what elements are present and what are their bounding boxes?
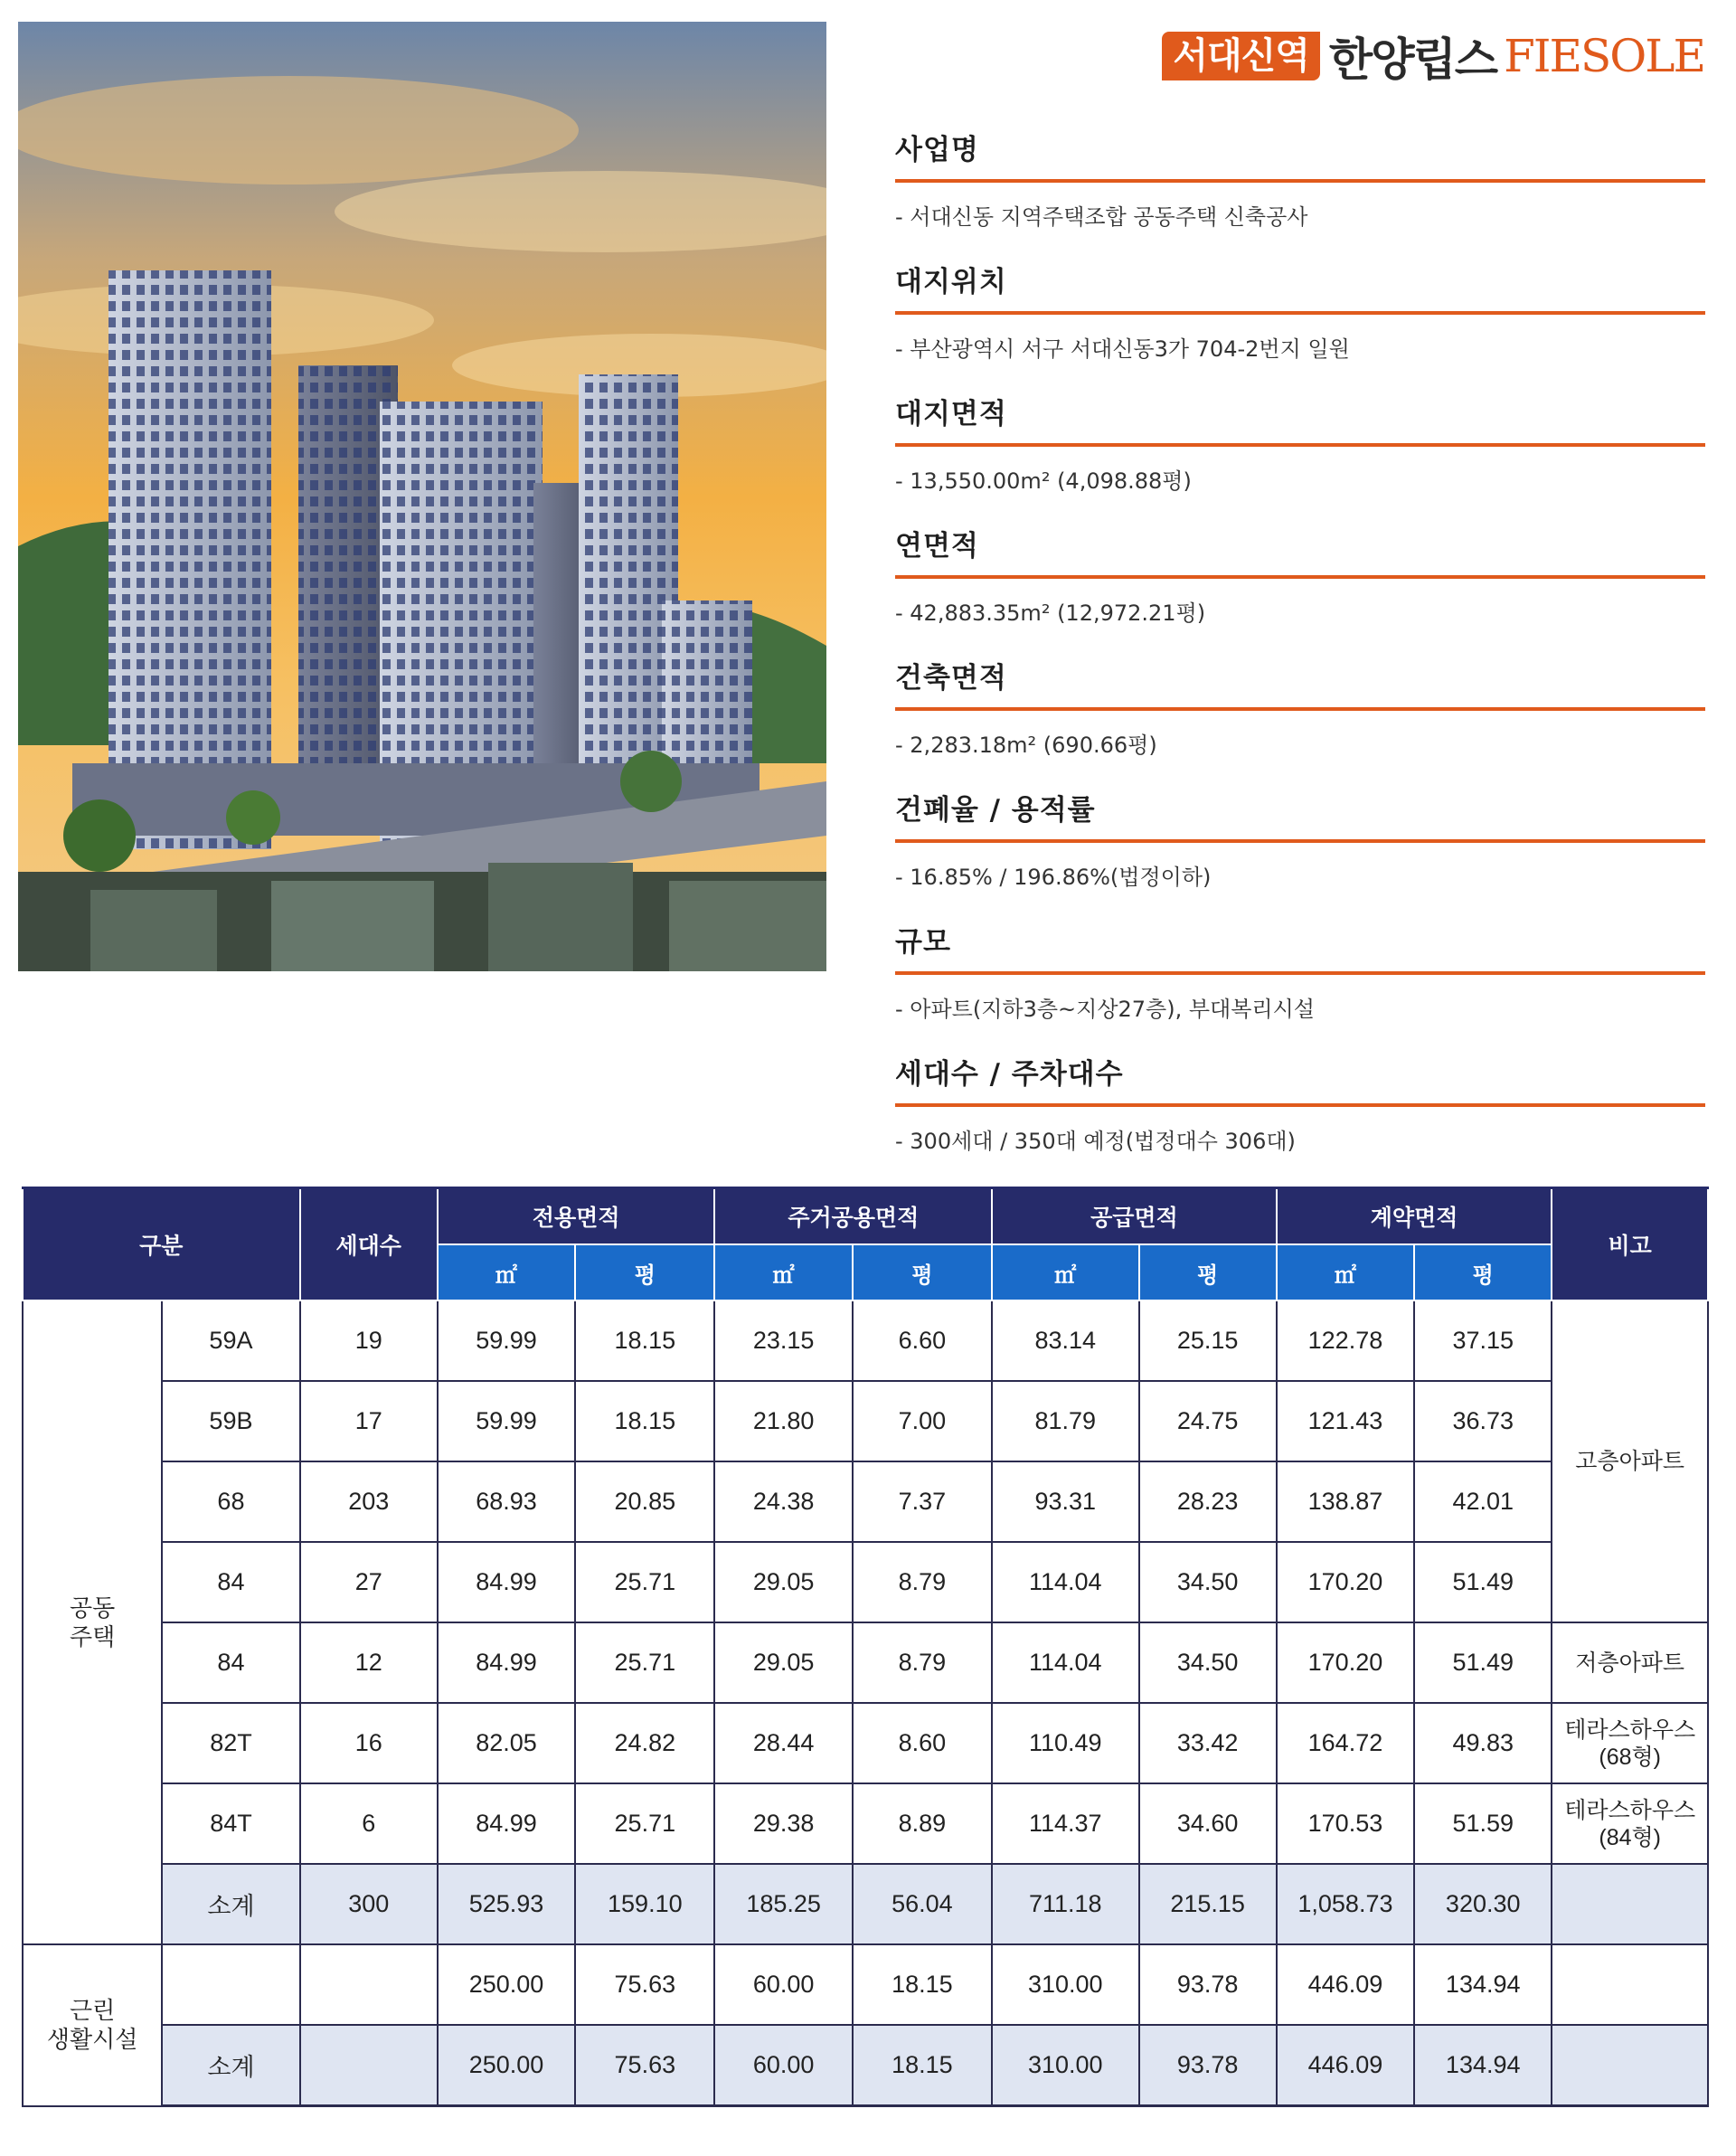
header-contract-area: 계약면적 bbox=[1277, 1188, 1552, 1245]
cell-contract-pyeong: 42.01 bbox=[1414, 1461, 1552, 1542]
info-value: - 300세대 / 350대 예정(법정대수 306대) bbox=[895, 1129, 1296, 1154]
table-row bbox=[23, 1542, 1708, 1622]
cell-note-terrace-84: 테라스하우스 (84형) bbox=[1552, 1783, 1708, 1864]
cell-supply-pyeong: 24.75 bbox=[1139, 1381, 1277, 1461]
cell-supply-sqm: 83.14 bbox=[992, 1300, 1138, 1381]
cell-exclusive-pyeong: 75.63 bbox=[575, 2025, 714, 2106]
cell-contract-pyeong: 49.83 bbox=[1414, 1703, 1552, 1783]
cell-exclusive-sqm: 59.99 bbox=[438, 1300, 575, 1381]
cell-exclusive-sqm: 84.99 bbox=[438, 1783, 575, 1864]
divider bbox=[895, 575, 1705, 579]
apartment-rendering-image bbox=[18, 22, 826, 971]
project-info-list bbox=[895, 127, 1705, 1183]
cell-exclusive-pyeong: 18.15 bbox=[575, 1381, 714, 1461]
cell-supply-pyeong: 34.50 bbox=[1139, 1542, 1277, 1622]
cell-units: 6 bbox=[300, 1783, 438, 1864]
cell-type: 59B bbox=[162, 1381, 299, 1461]
cell-type: 68 bbox=[162, 1461, 299, 1542]
cell-exclusive-pyeong: 159.10 bbox=[575, 1864, 714, 1944]
info-total-floor-area bbox=[895, 523, 1705, 655]
cell-common-sqm: 185.25 bbox=[714, 1864, 852, 1944]
table-row bbox=[23, 1461, 1708, 1542]
cell-type: 소계 bbox=[162, 2025, 299, 2106]
table-row bbox=[23, 1381, 1708, 1461]
info-label: 연면적 bbox=[895, 530, 979, 563]
info-label: 건폐율 / 용적률 bbox=[895, 794, 1096, 827]
header-sqm: ㎡ bbox=[438, 1244, 575, 1300]
header-pyeong: 평 bbox=[853, 1244, 992, 1300]
cell-common-sqm: 29.05 bbox=[714, 1542, 852, 1622]
header-exclusive-area: 전용면적 bbox=[438, 1188, 715, 1245]
cell-units bbox=[300, 2025, 438, 2106]
cell-exclusive-pyeong: 24.82 bbox=[575, 1703, 714, 1783]
table-row bbox=[23, 1622, 1708, 1703]
cell-supply-pyeong: 93.78 bbox=[1139, 1944, 1277, 2025]
header-category: 구분 bbox=[23, 1188, 300, 1301]
cell-supply-sqm: 110.49 bbox=[992, 1703, 1138, 1783]
cell-contract-pyeong: 51.49 bbox=[1414, 1542, 1552, 1622]
cell-units: 16 bbox=[300, 1703, 438, 1783]
cell-note-empty bbox=[1552, 1944, 1708, 2025]
cell-common-sqm: 29.05 bbox=[714, 1622, 852, 1703]
table-row-subtotal bbox=[23, 2025, 1708, 2106]
header-common-area: 주거공용면적 bbox=[714, 1188, 992, 1245]
divider bbox=[895, 311, 1705, 315]
cell-units: 203 bbox=[300, 1461, 438, 1542]
cell-exclusive-sqm: 84.99 bbox=[438, 1542, 575, 1622]
group-housing: 공동 주택 bbox=[23, 1300, 162, 1944]
cell-supply-pyeong: 25.15 bbox=[1139, 1300, 1277, 1381]
cell-type: 소계 bbox=[162, 1864, 299, 1944]
header-sqm: ㎡ bbox=[992, 1244, 1138, 1300]
logo-station-badge: 서대신역 bbox=[1162, 32, 1320, 80]
cell-common-pyeong: 7.00 bbox=[853, 1381, 992, 1461]
cell-exclusive-pyeong: 18.15 bbox=[575, 1300, 714, 1381]
divider bbox=[895, 839, 1705, 843]
cell-type: 59A bbox=[162, 1300, 299, 1381]
cell-supply-pyeong: 93.78 bbox=[1139, 2025, 1277, 2106]
cell-supply-pyeong: 215.15 bbox=[1139, 1864, 1277, 1944]
header-sqm: ㎡ bbox=[714, 1244, 852, 1300]
cell-contract-sqm: 170.53 bbox=[1277, 1783, 1414, 1864]
cell-common-pyeong: 8.60 bbox=[853, 1703, 992, 1783]
cell-exclusive-pyeong: 75.63 bbox=[575, 1944, 714, 2025]
info-label: 사업명 bbox=[895, 134, 979, 166]
cell-exclusive-pyeong: 20.85 bbox=[575, 1461, 714, 1542]
cell-units: 19 bbox=[300, 1300, 438, 1381]
header-units: 세대수 bbox=[300, 1188, 438, 1301]
header-pyeong: 평 bbox=[575, 1244, 714, 1300]
cell-supply-sqm: 310.00 bbox=[992, 2025, 1138, 2106]
table-row-subtotal bbox=[23, 1864, 1708, 1944]
header-note: 비고 bbox=[1552, 1188, 1708, 1301]
info-site-location bbox=[895, 259, 1705, 391]
cell-contract-pyeong: 37.15 bbox=[1414, 1300, 1552, 1381]
info-building-area bbox=[895, 655, 1705, 787]
cell-contract-sqm: 122.78 bbox=[1277, 1300, 1414, 1381]
cell-note-empty bbox=[1552, 2025, 1708, 2106]
cell-exclusive-sqm: 59.99 bbox=[438, 1381, 575, 1461]
cell-exclusive-pyeong: 25.71 bbox=[575, 1542, 714, 1622]
cell-type: 82T bbox=[162, 1703, 299, 1783]
cell-contract-sqm: 170.20 bbox=[1277, 1622, 1414, 1703]
info-label: 대지면적 bbox=[895, 398, 1007, 430]
cell-contract-pyeong: 320.30 bbox=[1414, 1864, 1552, 1944]
info-project-name bbox=[895, 127, 1705, 259]
cell-supply-pyeong: 33.42 bbox=[1139, 1703, 1277, 1783]
cell-common-pyeong: 8.89 bbox=[853, 1783, 992, 1864]
cell-common-pyeong: 7.37 bbox=[853, 1461, 992, 1542]
info-scale bbox=[895, 919, 1705, 1051]
info-value: - 2,283.18m² (690.66평) bbox=[895, 733, 1157, 758]
info-value: - 부산광역시 서구 서대신동3가 704-2번지 일원 bbox=[895, 336, 1350, 362]
divider bbox=[895, 1103, 1705, 1107]
info-value: - 13,550.00m² (4,098.88평) bbox=[895, 468, 1192, 494]
cell-note-high-rise: 고층아파트 bbox=[1552, 1300, 1708, 1622]
cell-contract-pyeong: 51.59 bbox=[1414, 1783, 1552, 1864]
cell-contract-pyeong: 134.94 bbox=[1414, 1944, 1552, 2025]
info-households-parking bbox=[895, 1051, 1705, 1183]
cell-supply-sqm: 93.31 bbox=[992, 1461, 1138, 1542]
info-label: 대지위치 bbox=[895, 266, 1007, 298]
table-row bbox=[23, 1300, 1708, 1381]
info-value: - 16.85% / 196.86%(법정이하) bbox=[895, 865, 1212, 890]
header-pyeong: 평 bbox=[1139, 1244, 1277, 1300]
header-supply-area: 공급면적 bbox=[992, 1188, 1277, 1245]
info-label: 세대수 / 주차대수 bbox=[895, 1058, 1124, 1091]
logo-fiesole: FIESOLE bbox=[1504, 30, 1704, 82]
info-coverage-ratio bbox=[895, 787, 1705, 919]
cell-contract-pyeong: 134.94 bbox=[1414, 2025, 1552, 2106]
cell-type: 84T bbox=[162, 1783, 299, 1864]
cell-common-sqm: 60.00 bbox=[714, 2025, 852, 2106]
cell-units: 12 bbox=[300, 1622, 438, 1703]
cell-exclusive-sqm: 250.00 bbox=[438, 2025, 575, 2106]
logo-brand-name: 한양립스 bbox=[1328, 33, 1497, 86]
brand-logo bbox=[1162, 25, 1704, 87]
cell-supply-pyeong: 34.60 bbox=[1139, 1783, 1277, 1864]
cell-common-pyeong: 8.79 bbox=[853, 1622, 992, 1703]
cell-exclusive-sqm: 84.99 bbox=[438, 1622, 575, 1703]
cell-common-sqm: 29.38 bbox=[714, 1783, 852, 1864]
cell-type bbox=[162, 1944, 299, 2025]
table-row bbox=[23, 1944, 1708, 2025]
info-value: - 42,883.35m² (12,972.21평) bbox=[895, 600, 1206, 626]
group-retail: 근린 생활시설 bbox=[23, 1944, 162, 2106]
cell-common-sqm: 60.00 bbox=[714, 1944, 852, 2025]
info-site-area bbox=[895, 391, 1705, 523]
cell-supply-sqm: 114.04 bbox=[992, 1622, 1138, 1703]
cell-contract-pyeong: 51.49 bbox=[1414, 1622, 1552, 1703]
cell-common-pyeong: 8.79 bbox=[853, 1542, 992, 1622]
unit-area-table bbox=[22, 1187, 1709, 2107]
cell-exclusive-sqm: 82.05 bbox=[438, 1703, 575, 1783]
cell-units bbox=[300, 1944, 438, 2025]
cell-units: 17 bbox=[300, 1381, 438, 1461]
cell-note-empty bbox=[1552, 1864, 1708, 1944]
cell-common-pyeong: 18.15 bbox=[853, 2025, 992, 2106]
cell-supply-sqm: 711.18 bbox=[992, 1864, 1138, 1944]
cell-supply-pyeong: 34.50 bbox=[1139, 1622, 1277, 1703]
cell-note-terrace-68: 테라스하우스 (68형) bbox=[1552, 1703, 1708, 1783]
cell-contract-sqm: 121.43 bbox=[1277, 1381, 1414, 1461]
cell-contract-sqm: 170.20 bbox=[1277, 1542, 1414, 1622]
divider bbox=[895, 971, 1705, 975]
cell-contract-sqm: 446.09 bbox=[1277, 1944, 1414, 2025]
cell-exclusive-sqm: 68.93 bbox=[438, 1461, 575, 1542]
cell-common-pyeong: 18.15 bbox=[853, 1944, 992, 2025]
info-label: 규모 bbox=[895, 926, 951, 959]
cell-supply-sqm: 114.04 bbox=[992, 1542, 1138, 1622]
cell-type: 84 bbox=[162, 1542, 299, 1622]
info-label: 건축면적 bbox=[895, 662, 1007, 695]
cell-exclusive-pyeong: 25.71 bbox=[575, 1622, 714, 1703]
cell-type: 84 bbox=[162, 1622, 299, 1703]
cell-exclusive-sqm: 525.93 bbox=[438, 1864, 575, 1944]
header-pyeong: 평 bbox=[1414, 1244, 1552, 1300]
table-row bbox=[23, 1783, 1708, 1864]
divider bbox=[895, 179, 1705, 183]
cell-contract-sqm: 138.87 bbox=[1277, 1461, 1414, 1542]
info-value: - 아파트(지하3층~지상27층), 부대복리시설 bbox=[895, 997, 1315, 1022]
cell-supply-sqm: 114.37 bbox=[992, 1783, 1138, 1864]
cell-exclusive-sqm: 250.00 bbox=[438, 1944, 575, 2025]
cell-exclusive-pyeong: 25.71 bbox=[575, 1783, 714, 1864]
divider bbox=[895, 443, 1705, 447]
cell-units: 300 bbox=[300, 1864, 438, 1944]
cell-common-sqm: 24.38 bbox=[714, 1461, 852, 1542]
cell-units: 27 bbox=[300, 1542, 438, 1622]
cell-contract-sqm: 1,058.73 bbox=[1277, 1864, 1414, 1944]
cell-common-pyeong: 6.60 bbox=[853, 1300, 992, 1381]
cell-common-sqm: 28.44 bbox=[714, 1703, 852, 1783]
cell-contract-sqm: 164.72 bbox=[1277, 1703, 1414, 1783]
cell-contract-pyeong: 36.73 bbox=[1414, 1381, 1552, 1461]
table-row bbox=[23, 1703, 1708, 1783]
cell-supply-sqm: 310.00 bbox=[992, 1944, 1138, 2025]
cell-common-sqm: 21.80 bbox=[714, 1381, 852, 1461]
cell-common-sqm: 23.15 bbox=[714, 1300, 852, 1381]
cell-supply-pyeong: 28.23 bbox=[1139, 1461, 1277, 1542]
cell-common-pyeong: 56.04 bbox=[853, 1864, 992, 1944]
cell-contract-sqm: 446.09 bbox=[1277, 2025, 1414, 2106]
divider bbox=[895, 707, 1705, 711]
cell-supply-sqm: 81.79 bbox=[992, 1381, 1138, 1461]
info-value: - 서대신동 지역주택조합 공동주택 신축공사 bbox=[895, 204, 1308, 230]
header-sqm: ㎡ bbox=[1277, 1244, 1414, 1300]
cell-note-low-rise: 저층아파트 bbox=[1552, 1622, 1708, 1703]
